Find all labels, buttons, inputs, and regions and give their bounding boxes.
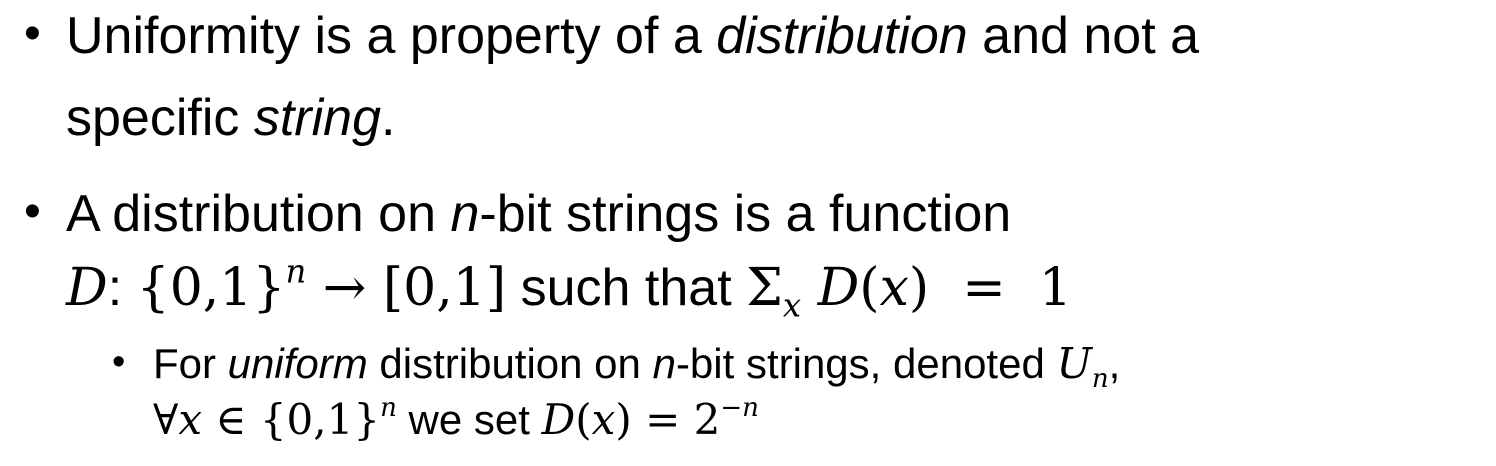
bullet-2-line-1: A distribution on n-bit strings is a function: [66, 185, 1012, 243]
bullet-3-line-1: For uniform distribution on n-bit strings, denoted $U_n$,: [153, 339, 1121, 395]
bullet-dot-icon: •: [24, 185, 41, 238]
bullet-1-line-2: specific string.: [66, 89, 396, 147]
bullet-2-formula: D: $\{0,1\}^n \to [0,1]$ such that $\Sigma_x$ D(x) = 1: [66, 252, 1072, 325]
bullet-dot-icon: •: [24, 7, 41, 60]
bullet-3-line-2: ∀x ∈ $\{0,1\}^n$ we set $D(x) = 2^{-n}$: [153, 392, 759, 444]
sub-bullet-dot-icon: •: [112, 341, 126, 383]
bullet-1-line-1: Uniformity is a property of a distribution and not a: [66, 7, 1200, 65]
